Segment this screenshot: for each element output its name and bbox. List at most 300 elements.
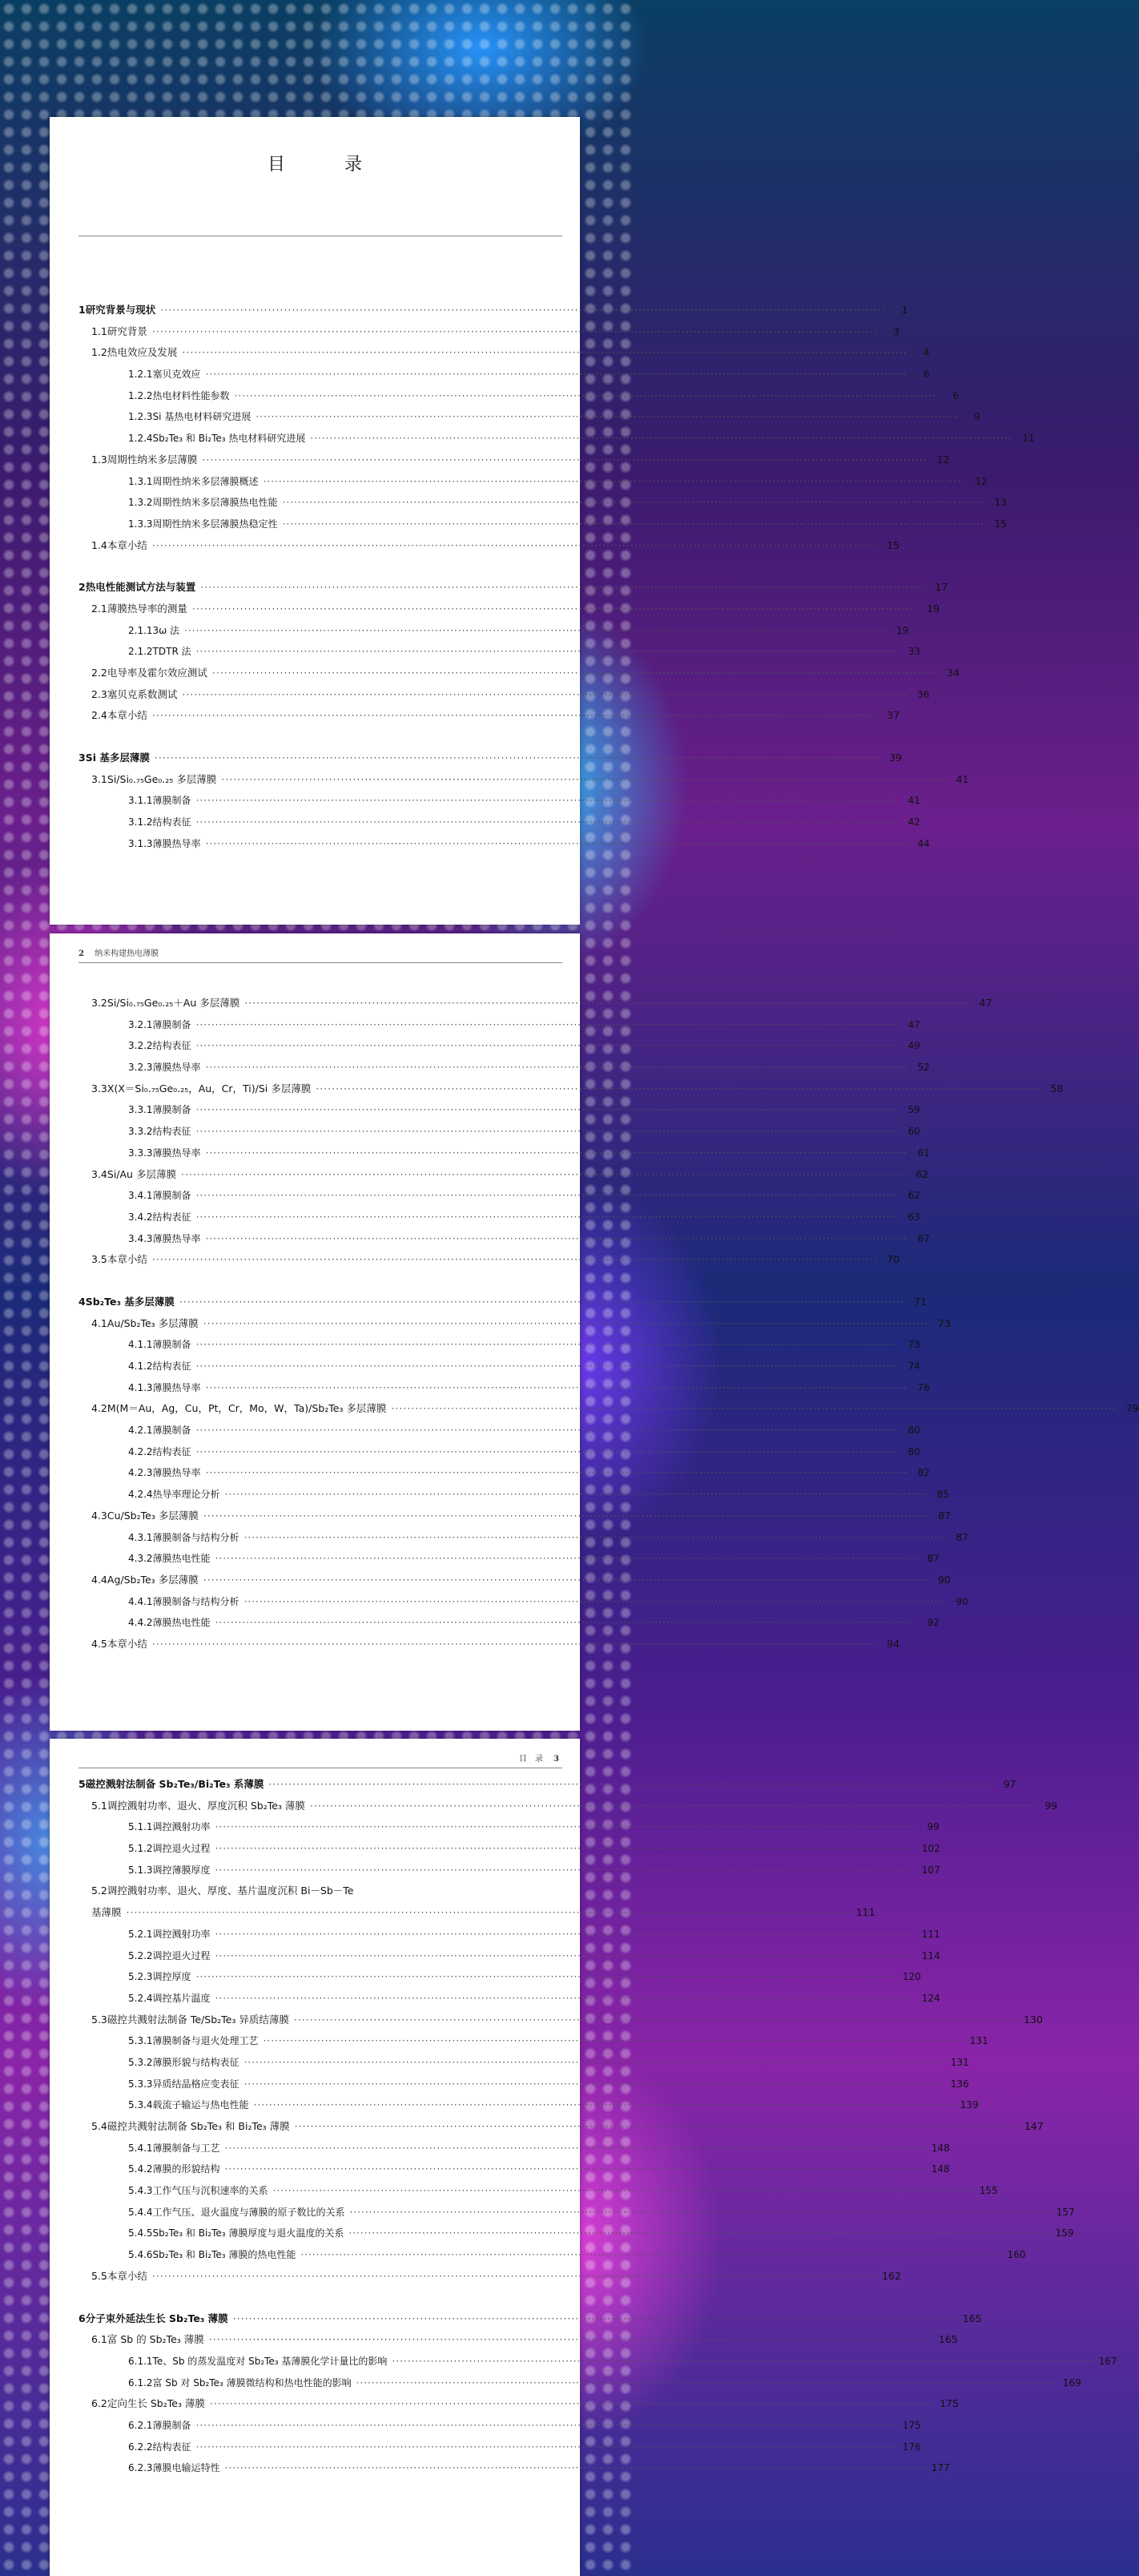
toc-entry-number: 1.2.4 bbox=[128, 433, 153, 445]
toc-entry-number: 5.5 bbox=[91, 2269, 107, 2282]
toc-entry[interactable] bbox=[78, 790, 920, 812]
toc-entry-page: 39 bbox=[889, 752, 903, 764]
toc-entry-title: 调控溅射功率、退火、厚度、基片温度沉积 Bi－Sb－Te bbox=[107, 1885, 354, 1897]
toc-entry-title: 调控退火过程 bbox=[152, 1843, 211, 1855]
toc-entry[interactable] bbox=[78, 514, 1007, 535]
dot-leader bbox=[225, 1484, 927, 1506]
toc-entry[interactable] bbox=[78, 2437, 921, 2458]
toc-entry-number: 1.1 bbox=[91, 325, 107, 337]
toc-entry-title: 载流子输运与热电性能 bbox=[152, 2099, 249, 2111]
toc-entry-number: 5.4.2 bbox=[128, 2163, 153, 2175]
toc-entry-number: 5.2.4 bbox=[128, 1992, 153, 2004]
dot-leader bbox=[196, 1185, 898, 1207]
toc-entry[interactable] bbox=[78, 1902, 875, 1924]
toc-entry-number: 4.3.2 bbox=[128, 1553, 153, 1565]
toc-entry-title: 研究背景与现状 bbox=[85, 304, 156, 316]
dot-leader bbox=[196, 1207, 898, 1228]
toc-entry[interactable] bbox=[78, 663, 960, 684]
toc-entry-title: 薄膜制备与结构分析 bbox=[152, 1531, 239, 1543]
toc-entry[interactable] bbox=[78, 1228, 930, 1250]
toc-entry-number: 4.1.1 bbox=[128, 1339, 153, 1351]
toc-entry[interactable] bbox=[78, 342, 930, 364]
toc-entry-page: 107 bbox=[921, 1864, 940, 1876]
toc-entry[interactable] bbox=[78, 385, 959, 407]
toc-entry-title: 薄膜制备 bbox=[152, 1104, 191, 1116]
dot-leader bbox=[181, 1164, 906, 1186]
dot-leader bbox=[210, 2393, 935, 2415]
toc-entry-number: 5.3.4 bbox=[128, 2099, 153, 2111]
toc-entry-title: 周期性纳米多层薄膜 bbox=[107, 453, 198, 466]
toc-entry-number: 3.2.3 bbox=[128, 1062, 153, 1074]
dot-leader bbox=[196, 1121, 898, 1143]
toc-entry[interactable] bbox=[78, 1591, 968, 1613]
toc-entry[interactable] bbox=[78, 1838, 940, 1860]
toc-entry-number: 6.2.1 bbox=[128, 2419, 153, 2431]
dot-leader bbox=[316, 1078, 1040, 1100]
toc-entry-number: 1.3 bbox=[91, 453, 107, 466]
toc-entry[interactable] bbox=[78, 769, 969, 791]
toc-entry-number: 4.5 bbox=[91, 1637, 107, 1650]
toc-entry-title: 调控溅射功率 bbox=[152, 1928, 211, 1940]
toc-entry[interactable] bbox=[78, 1796, 1058, 1817]
toc-entry[interactable] bbox=[78, 1612, 940, 1634]
toc-entry[interactable] bbox=[78, 1057, 930, 1078]
toc-entry-page: 87 bbox=[938, 1509, 951, 1522]
dot-leader bbox=[196, 2415, 898, 2437]
toc-entry-number: 3.1.1 bbox=[128, 795, 153, 807]
toc-entry-title: Sb₂Te₃ 基多层薄膜 bbox=[85, 1295, 175, 1308]
dot-leader bbox=[215, 1860, 917, 1881]
toc-entry-title: 本章小结 bbox=[107, 538, 147, 551]
toc-entry-number: 5.4.6 bbox=[128, 2249, 153, 2261]
toc-entry-number: 2.3 bbox=[91, 687, 107, 700]
toc-entry-number: 5.1 bbox=[91, 1799, 107, 1812]
toc-entry[interactable] bbox=[78, 1249, 900, 1271]
toc-entry-title: Au/Sb₂Te₃ 多层薄膜 bbox=[107, 1316, 199, 1329]
toc-entry-page: 155 bbox=[979, 2185, 998, 2197]
toc-entry[interactable] bbox=[78, 1035, 920, 1057]
toc-entry-page: 90 bbox=[956, 1595, 968, 1607]
toc-entry-number: 5 bbox=[78, 1778, 86, 1790]
toc-entry[interactable] bbox=[78, 492, 1007, 514]
toc-entry-page: 42 bbox=[908, 816, 920, 828]
toc-entry-page: 130 bbox=[1024, 2013, 1043, 2026]
toc-entry-number: 6.2 bbox=[91, 2397, 107, 2410]
dot-leader bbox=[244, 1527, 946, 1549]
toc-entry-number: 5.1.2 bbox=[128, 1843, 153, 1855]
toc-entry[interactable] bbox=[78, 1484, 949, 1506]
dot-leader bbox=[152, 535, 877, 557]
toc-entry-title: Sb₂Te₃ 和 Bi₂Te₃ 热电材料研究进展 bbox=[152, 433, 306, 445]
toc-entry[interactable] bbox=[78, 1945, 940, 1967]
toc-entry[interactable] bbox=[78, 406, 980, 428]
toc-entry[interactable] bbox=[78, 2202, 1075, 2223]
toc-entry-page: 94 bbox=[887, 1637, 900, 1650]
toc-entry-title: 薄膜制备 bbox=[152, 795, 191, 807]
toc-entry-page: 139 bbox=[960, 2099, 979, 2111]
toc-entry[interactable] bbox=[78, 1164, 929, 1186]
toc-entry-number: 5.1.3 bbox=[128, 1864, 153, 1876]
toc-entry[interactable] bbox=[78, 2372, 1081, 2394]
toc-entry-title: Si/Au 多层薄膜 bbox=[107, 1167, 176, 1180]
toc-entry[interactable] bbox=[78, 1527, 968, 1549]
toc-entry[interactable] bbox=[78, 1924, 940, 1945]
toc-entry[interactable] bbox=[78, 449, 950, 471]
dot-leader bbox=[283, 514, 984, 535]
toc-entry-number: 3.1.3 bbox=[128, 837, 153, 849]
toc-page-3 bbox=[50, 1739, 1117, 2576]
toc-entry-title: Cu/Sb₂Te₃ 多层薄膜 bbox=[107, 1509, 199, 1522]
toc-entry-number: 4.2.3 bbox=[128, 1467, 153, 1479]
dot-leader bbox=[196, 1441, 898, 1463]
dot-leader bbox=[225, 2138, 927, 2159]
dot-leader bbox=[283, 492, 984, 514]
toc-entry-number: 5.3.1 bbox=[128, 2035, 153, 2047]
toc-entry-title: Ag/Sb₂Te₃ 多层薄膜 bbox=[107, 1573, 199, 1586]
dot-leader bbox=[196, 1099, 898, 1121]
toc-entry-number: 4.3 bbox=[91, 1509, 107, 1522]
toc-entry-title: 调控基片温度 bbox=[152, 1992, 211, 2004]
dot-leader bbox=[206, 1377, 908, 1399]
toc-entry-number: 3.4 bbox=[91, 1167, 107, 1180]
toc-entry-title: Si 基热电材料研究进展 bbox=[152, 411, 252, 423]
toc-entry-page: 62 bbox=[916, 1167, 929, 1180]
toc-entry[interactable] bbox=[78, 1078, 1064, 1100]
toc-entry[interactable] bbox=[78, 993, 992, 1014]
toc-entry[interactable] bbox=[78, 1014, 920, 1036]
toc-entry[interactable] bbox=[78, 2180, 998, 2202]
toc-entry-number: 3.3.3 bbox=[128, 1147, 153, 1159]
toc-entry[interactable] bbox=[78, 1334, 920, 1356]
toc-entry-title: 富 Sb 对 Sb₂Te₃ 薄膜微结构和热电性能的影响 bbox=[152, 2376, 352, 2389]
toc-entry-page: 175 bbox=[940, 2397, 959, 2410]
toc-entry[interactable] bbox=[78, 1548, 940, 1570]
toc-entry-page: 74 bbox=[908, 1361, 920, 1372]
toc-list bbox=[78, 1774, 1117, 2479]
toc-entry-title: 磁控共溅射法制备 Te/Sb₂Te₃ 异质结薄膜 bbox=[107, 2013, 289, 2026]
toc-entry[interactable] bbox=[78, 1377, 930, 1399]
toc-entry[interactable] bbox=[78, 321, 900, 343]
toc-entry-page: 41 bbox=[908, 795, 920, 807]
dot-leader bbox=[206, 1143, 908, 1164]
toc-entry-title: 薄膜热导率的测量 bbox=[107, 602, 187, 615]
toc-entry[interactable] bbox=[78, 535, 900, 557]
toc-entry-page: 87 bbox=[927, 1553, 940, 1565]
toc-entry-title: 薄膜热导率 bbox=[152, 837, 201, 849]
dot-leader bbox=[300, 2244, 1002, 2266]
toc-entry-title: 薄膜热导率 bbox=[152, 1062, 201, 1074]
dot-leader bbox=[152, 705, 877, 727]
toc-entry-page: 36 bbox=[916, 687, 930, 700]
toc-entry[interactable] bbox=[78, 2329, 958, 2351]
dot-leader bbox=[215, 1945, 917, 1967]
toc-entry[interactable] bbox=[78, 705, 900, 727]
dot-leader bbox=[155, 748, 879, 769]
toc-entry-page: 136 bbox=[950, 2078, 969, 2090]
toc-entry[interactable] bbox=[78, 1143, 930, 1164]
toc-entry-title: 薄膜制备 bbox=[152, 1425, 191, 1437]
toc-entry-page: 47 bbox=[979, 997, 992, 1009]
toc-entry-page: 11 bbox=[1022, 433, 1035, 445]
toc-entry-page: 175 bbox=[902, 2419, 921, 2431]
toc-entry-title: 薄膜热导率 bbox=[152, 1147, 201, 1159]
toc-entry-number: 4.4.2 bbox=[128, 1617, 153, 1629]
toc-entry-page: 169 bbox=[1062, 2376, 1081, 2389]
toc-entry-title: 薄膜制备 bbox=[152, 1018, 191, 1030]
toc-entry-title: 结构表征 bbox=[152, 1211, 191, 1223]
toc-list bbox=[78, 993, 1139, 1655]
toc-entry[interactable] bbox=[78, 1774, 1016, 1796]
header-label: 目 录 bbox=[518, 1755, 543, 1764]
toc-entry-page: 176 bbox=[902, 2441, 921, 2453]
toc-entry-number: 1.3.3 bbox=[128, 518, 153, 530]
dot-leader bbox=[206, 1462, 908, 1484]
dot-leader bbox=[212, 663, 937, 684]
toc-entry[interactable] bbox=[78, 2074, 969, 2095]
toc-entry[interactable] bbox=[78, 1185, 920, 1207]
toc-entry[interactable] bbox=[78, 1881, 562, 1902]
toc-entry[interactable] bbox=[78, 684, 930, 706]
toc-entry[interactable] bbox=[78, 2457, 950, 2479]
toc-entry-title: 周期性纳米多层薄膜热稳定性 bbox=[152, 518, 278, 530]
toc-entry-page: 41 bbox=[956, 772, 969, 785]
toc-entry[interactable] bbox=[78, 833, 930, 855]
header-page-number: 3 bbox=[553, 1755, 559, 1764]
toc-entry-number: 6 bbox=[78, 2312, 86, 2324]
toc-entry[interactable] bbox=[78, 1570, 951, 1591]
toc-entry[interactable] bbox=[78, 2052, 969, 2074]
dot-leader bbox=[182, 684, 907, 706]
toc-entry[interactable] bbox=[78, 2351, 1117, 2372]
toc-entry-page: 87 bbox=[956, 1531, 968, 1543]
toc-entry[interactable] bbox=[78, 1356, 920, 1377]
toc-entry-title: Si 基多层薄膜 bbox=[85, 752, 150, 764]
toc-entry-number: 5.2.3 bbox=[128, 1971, 153, 1983]
toc-entry-title: 薄膜热导率 bbox=[152, 1381, 201, 1393]
toc-entry[interactable] bbox=[78, 1121, 920, 1143]
dot-leader bbox=[152, 1634, 877, 1655]
toc-entry-number: 4.1.2 bbox=[128, 1361, 153, 1372]
toc-entry-title: 工作气压、退火温度与薄膜的原子数比的关系 bbox=[152, 2206, 345, 2218]
toc-entry-title: 电导率及霍尔效应测试 bbox=[107, 667, 207, 679]
toc-entry[interactable] bbox=[78, 1462, 930, 1484]
toc-entry-page: 61 bbox=[917, 1147, 930, 1159]
toc-entry[interactable] bbox=[78, 2308, 982, 2330]
toc-entry[interactable] bbox=[78, 2116, 1044, 2138]
dot-leader bbox=[179, 1292, 904, 1313]
dot-leader bbox=[206, 833, 908, 855]
toc-entry[interactable] bbox=[78, 1441, 920, 1463]
toc-entry[interactable] bbox=[78, 599, 940, 620]
toc-entry-number: 5.4.1 bbox=[128, 2142, 153, 2154]
toc-entry[interactable] bbox=[78, 2030, 988, 2052]
toc-list bbox=[78, 300, 1035, 855]
toc-entry-title: Te、Sb 的蒸发温度对 Sb₂Te₃ 基薄膜化学计量比的影响 bbox=[152, 2355, 388, 2367]
dot-leader bbox=[203, 1313, 928, 1335]
toc-entry[interactable] bbox=[78, 1207, 920, 1228]
dot-leader bbox=[200, 577, 925, 599]
dot-leader bbox=[215, 1548, 917, 1570]
toc-entry-number: 6.2.2 bbox=[128, 2441, 153, 2453]
toc-entry-number: 6.1.1 bbox=[128, 2355, 153, 2367]
toc-entry[interactable] bbox=[78, 1506, 951, 1527]
toc-entry-number: 4.2.2 bbox=[128, 1445, 153, 1457]
toc-entry-page: 124 bbox=[921, 1992, 940, 2004]
toc-entry-number: 2.4 bbox=[91, 709, 107, 722]
toc-entry-page: 165 bbox=[962, 2312, 982, 2324]
toc-entry[interactable] bbox=[78, 2010, 1043, 2031]
toc-entry-title: 分子束外延法生长 Sb₂Te₃ 薄膜 bbox=[85, 2312, 228, 2324]
dot-leader bbox=[356, 2372, 1058, 2394]
toc-entry-title: 塞贝克系数测试 bbox=[107, 687, 178, 700]
dot-leader bbox=[152, 2266, 877, 2288]
dot-leader bbox=[348, 2223, 1050, 2244]
toc-entry[interactable] bbox=[78, 2094, 979, 2116]
toc-entry-number: 1.4 bbox=[91, 538, 107, 551]
toc-entry-page: 160 bbox=[1007, 2249, 1026, 2261]
toc-entry-title: 热电性能测试方法与装置 bbox=[85, 581, 196, 594]
toc-entry-page: 49 bbox=[908, 1040, 920, 1052]
dot-leader bbox=[209, 2329, 934, 2351]
toc-entry[interactable] bbox=[78, 428, 1035, 449]
dot-leader bbox=[215, 1612, 917, 1634]
toc-entry[interactable] bbox=[78, 748, 903, 769]
toc-entry-page: 111 bbox=[855, 1906, 875, 1919]
toc-entry-title: 薄膜制备 bbox=[152, 2419, 191, 2431]
toc-entry[interactable] bbox=[78, 300, 908, 321]
toc-entry-page: 80 bbox=[908, 1445, 920, 1457]
toc-entry-title: 调控厚度 bbox=[152, 1971, 191, 1983]
toc-entry-page: 131 bbox=[950, 2056, 969, 2068]
toc-entry-title: 薄膜电输运特性 bbox=[152, 2462, 220, 2474]
toc-entry-page: 148 bbox=[931, 2163, 950, 2175]
toc-entry-number: 4.2 bbox=[91, 1402, 107, 1415]
toc-entry-title: 结构表征 bbox=[152, 816, 191, 828]
toc-entry-page: 47 bbox=[908, 1018, 920, 1030]
toc-entry-title: 薄膜制备 bbox=[152, 1339, 191, 1351]
toc-entry[interactable] bbox=[78, 1816, 940, 1838]
toc-entry[interactable] bbox=[78, 2159, 950, 2180]
toc-entry-number: 3.1.2 bbox=[128, 816, 153, 828]
toc-entry[interactable] bbox=[78, 1860, 940, 1881]
dot-leader bbox=[350, 2202, 1052, 2223]
toc-entry[interactable] bbox=[78, 2393, 959, 2415]
toc-entry[interactable] bbox=[78, 2138, 950, 2159]
toc-entry-title: 结构表征 bbox=[152, 1445, 191, 1457]
toc-entry[interactable] bbox=[78, 1966, 921, 1988]
toc-entry[interactable] bbox=[78, 1313, 951, 1335]
toc-entry[interactable] bbox=[78, 1398, 1139, 1420]
toc-entry-title: X(X＝Si₀.₇₅Ge₀.₂₅，Au，Cr，Ti)/Si 多层薄膜 bbox=[107, 1082, 312, 1094]
toc-entry[interactable] bbox=[78, 1099, 920, 1121]
toc-entry-page: 12 bbox=[936, 453, 950, 466]
toc-entry-page: 167 bbox=[1098, 2355, 1117, 2367]
toc-entry-number: 3.4.1 bbox=[128, 1190, 153, 1202]
toc-entry-title: 异质结晶格应变表征 bbox=[152, 2078, 239, 2090]
toc-entry[interactable] bbox=[78, 1634, 900, 1655]
toc-entry-number: 4.2.1 bbox=[128, 1425, 153, 1437]
toc-entry-page: 82 bbox=[917, 1467, 930, 1479]
toc-entry-page: 76 bbox=[917, 1381, 930, 1393]
toc-entry-title: 结构表征 bbox=[152, 1361, 191, 1372]
dot-leader bbox=[192, 599, 917, 620]
toc-entry-page: 111 bbox=[921, 1928, 940, 1940]
toc-entry-number: 4 bbox=[78, 1295, 86, 1308]
dot-leader bbox=[244, 2074, 946, 2095]
toc-entry-page: 131 bbox=[969, 2035, 988, 2047]
toc-entry-page: 73 bbox=[908, 1339, 920, 1351]
toc-entry-number: 3.4.3 bbox=[128, 1232, 153, 1244]
toc-entry-title: 调控溅射功率、退火、厚度沉积 Sb₂Te₃ 薄膜 bbox=[107, 1799, 305, 1812]
toc-entry-title: 研究背景 bbox=[107, 325, 147, 337]
toc-entry-title: 薄膜制备 bbox=[152, 1190, 191, 1202]
toc-entry-number: 1.2.3 bbox=[128, 411, 153, 423]
toc-entry-title: 薄膜的形貌结构 bbox=[152, 2163, 220, 2175]
toc-entry-page: 70 bbox=[887, 1253, 900, 1266]
toc-entry[interactable] bbox=[78, 1420, 920, 1441]
toc-entry-page: 9 bbox=[973, 411, 980, 423]
toc-entry[interactable] bbox=[78, 2415, 921, 2437]
toc-entry-page: 114 bbox=[921, 1949, 940, 1961]
dot-leader bbox=[295, 2116, 1020, 2138]
toc-entry-number: 5.4.3 bbox=[128, 2185, 153, 2197]
dot-leader bbox=[310, 428, 1012, 449]
dot-leader bbox=[206, 364, 908, 385]
dot-leader bbox=[256, 406, 957, 428]
dot-leader bbox=[202, 449, 927, 471]
toc-entry[interactable] bbox=[78, 641, 920, 663]
toc-entry[interactable] bbox=[78, 364, 930, 385]
toc-entry[interactable] bbox=[78, 812, 920, 833]
toc-entry-page: 6 bbox=[924, 369, 930, 381]
toc-entry[interactable] bbox=[78, 620, 909, 642]
toc-entry[interactable] bbox=[78, 1292, 927, 1313]
dot-leader bbox=[203, 1506, 928, 1527]
toc-entry-number: 1.3.1 bbox=[128, 475, 153, 487]
toc-entry-number: 2.2 bbox=[91, 667, 107, 679]
toc-entry-page: 44 bbox=[917, 837, 930, 849]
toc-entry-number: 5.2.2 bbox=[128, 1949, 153, 1961]
toc-entry-page: 120 bbox=[902, 1971, 921, 1983]
dot-leader bbox=[215, 1988, 917, 2010]
toc-entry[interactable] bbox=[78, 1988, 940, 2010]
toc-entry-title: Si/Si₀.₇₅Ge₀.₂₅＋Au 多层薄膜 bbox=[107, 997, 240, 1009]
toc-entry-page: 15 bbox=[887, 538, 900, 551]
toc-entry-title: TDTR 法 bbox=[152, 646, 191, 658]
dot-leader bbox=[196, 790, 898, 812]
toc-entry-page: 102 bbox=[921, 1843, 940, 1855]
toc-entry[interactable] bbox=[78, 2244, 1026, 2266]
toc-entry-title: 薄膜制备与退火处理工艺 bbox=[152, 2035, 259, 2047]
toc-entry-title: 薄膜热电性能 bbox=[152, 1553, 211, 1565]
toc-entry-page: 99 bbox=[1044, 1799, 1058, 1812]
toc-entry[interactable] bbox=[78, 471, 988, 493]
toc-entry[interactable] bbox=[78, 2223, 1074, 2244]
toc-entry-page: 80 bbox=[908, 1425, 920, 1437]
toc-entry[interactable] bbox=[78, 577, 948, 599]
toc-entry-title: 热电效应及发展 bbox=[107, 346, 178, 359]
dot-leader bbox=[196, 1334, 898, 1356]
toc-entry[interactable] bbox=[78, 2266, 901, 2288]
toc-entry-title: 富 Sb 的 Sb₂Te₃ 薄膜 bbox=[107, 2333, 204, 2346]
dot-leader bbox=[206, 1228, 908, 1250]
toc-entry-number: 5.4 bbox=[91, 2120, 107, 2132]
dot-leader bbox=[215, 1838, 917, 1860]
toc-entry-number: 3.2 bbox=[91, 997, 107, 1009]
toc-entry-page: 73 bbox=[937, 1316, 951, 1329]
dot-leader bbox=[196, 1420, 898, 1441]
toc-entry-page: 147 bbox=[1024, 2120, 1044, 2132]
